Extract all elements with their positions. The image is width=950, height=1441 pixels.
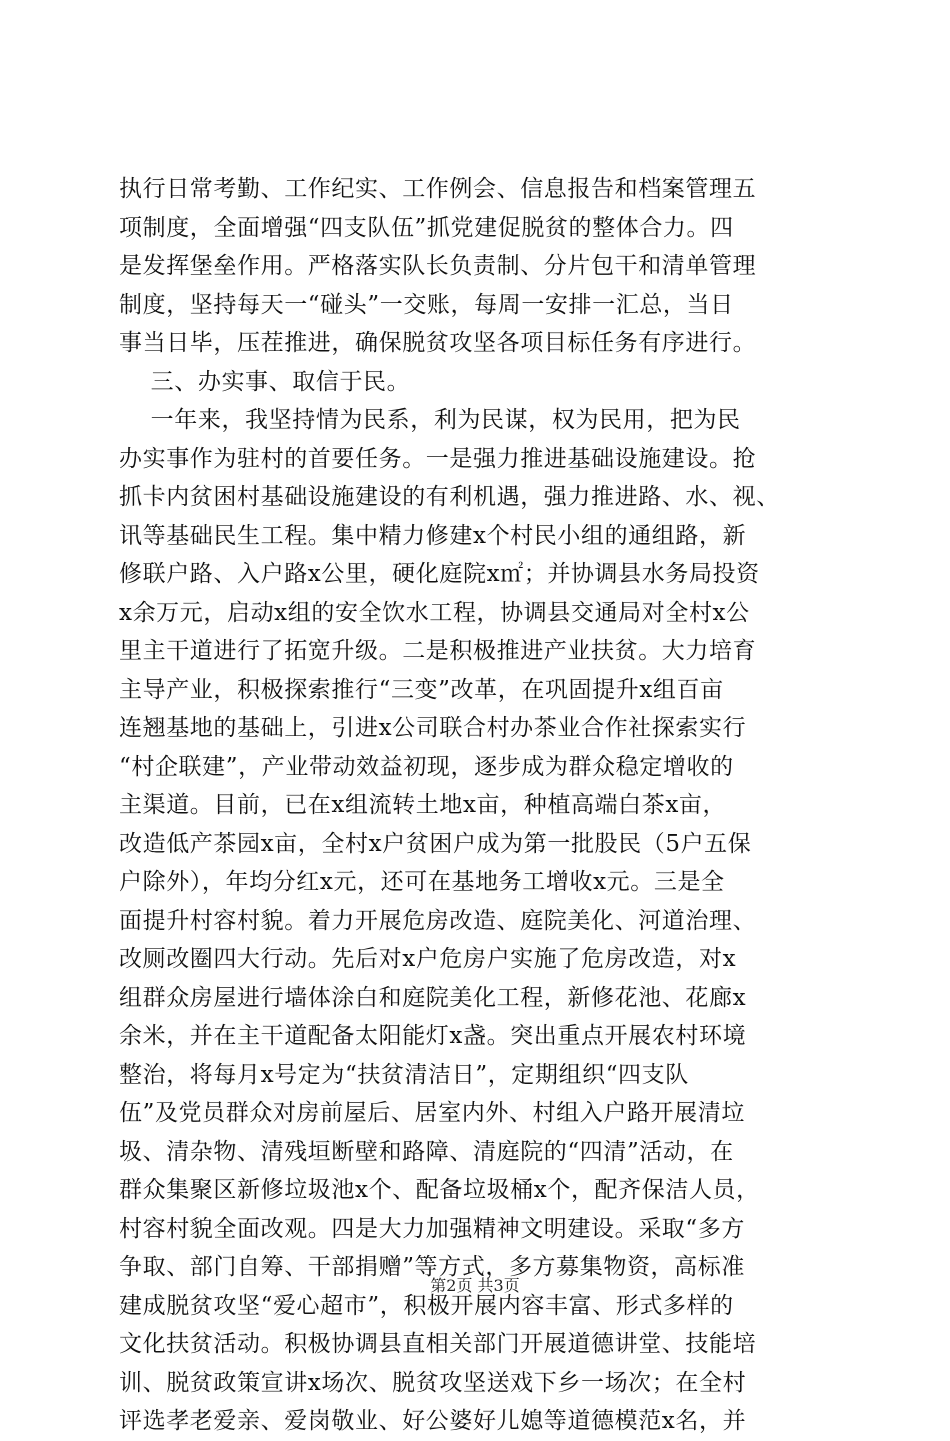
body-line: x余万元，启动x组的安全饮水工程，协调县交通局对全村x公 (119, 599, 750, 626)
body-line: 改造低产茶园x亩，全村x户贫困户成为第一批股民（5户五保 (119, 830, 752, 857)
body-line: 建成脱贫攻坚“爱心超市”，积极开展内容丰富、形式多样的 (119, 1292, 734, 1319)
body-line: 村容村貌全面改观。四是大力加强精神文明建设。采取“多方 (119, 1215, 745, 1242)
body-line: 群众集聚区新修垃圾池x个、配备垃圾桶x个，配齐保洁人员， (119, 1177, 760, 1203)
body-line: 修联户路、入户路x公里，硬化庭院x㎡；并协调县水务局投资 (119, 561, 760, 587)
body-line: 户除外），年均分红x元，还可在基地务工增收x元。三是全 (119, 869, 725, 895)
body-line: 办实事作为驻村的首要任务。一是强力推进基础设施建设。抢 (119, 445, 757, 472)
body-line: 文化扶贫活动。积极协调县直相关部门开展道德讲堂、技能培 (119, 1331, 757, 1357)
body-line: 里主干道进行了拓宽升级。二是积极推进产业扶贫。大力培育 (119, 638, 757, 664)
section-heading: 三、办实事、取信于民。 (119, 368, 411, 395)
body-line: 抓卡内贫困村基础设施建设的有利机遇，强力推进路、水、视、 (119, 484, 780, 510)
body-line: 主导产业，积极探索推行“三变”改革，在巩固提升x组百亩 (119, 676, 724, 703)
body-line: 一年来，我坚持情为民系，利为民谋，权为民用，把为民 (119, 407, 741, 433)
body-line: 面提升村容村貌。着力开展危房改造、庭院美化、河道治理、 (119, 907, 757, 934)
body-line: 组群众房屋进行墙体涂白和庭院美化工程，新修花池、花廊x (119, 984, 747, 1011)
body-line: “村企联建”，产业带动效益初现，逐步成为群众稳定增收的 (119, 753, 734, 780)
body-line: 是发挥堡垒作用。严格落实队长负责制、分片包干和清单管理 (119, 253, 757, 279)
body-line: 整治，将每月x号定为“扶贫清洁日”，定期组织“四支队 (119, 1061, 689, 1088)
document-body (119, 170, 841, 1441)
body-line: 余米，并在主干道配备太阳能灯x盏。突出重点开展农村环境 (119, 1023, 747, 1049)
body-line: 训、脱贫政策宣讲x场次、脱贫攻坚送戏下乡一场次；在全村 (119, 1369, 747, 1396)
body-line: 连翘基地的基础上，引进x公司联合村办茶业合作社探索实行 (119, 715, 747, 741)
body-line: 改厕改圈四大行动。先后对x户危房户实施了危房改造，对x (119, 946, 737, 972)
body-line: 执行日常考勤、工作纪实、工作例会、信息报告和档案管理五 (119, 176, 757, 202)
body-line: 评选孝老爱亲、爱岗敬业、好公婆好儿媳等道德模范x名，并 (119, 1408, 747, 1434)
body-line: 主渠道。目前，已在x组流转土地x亩，种植高端白茶x亩， (119, 792, 727, 818)
page-footer: 第2页 共3页 (430, 1276, 520, 1295)
body-line: 项制度，全面增强“四支队伍”抓党建促脱贫的整体合力。四 (119, 214, 734, 241)
body-line: 讯等基础民生工程。集中精力修建x个村民小组的通组路，新 (119, 522, 747, 549)
body-line: 制度，坚持每天一“碰头”一交账，每周一安排一汇总，当日 (119, 291, 734, 318)
body-line: 圾、清杂物、清残垣断壁和路障、清庭院的“四清”活动，在 (119, 1138, 734, 1165)
body-line: 争取、部门自筹、干部捐赠”等方式，多方募集物资，高标准 (119, 1254, 745, 1280)
body-line: 事当日毕，压茬推进，确保脱贫攻坚各项目标任务有序进行。 (119, 330, 757, 356)
body-line: 伍”及党员群众对房前屋后、居室内外、村组入户路开展清垃 (119, 1100, 745, 1126)
